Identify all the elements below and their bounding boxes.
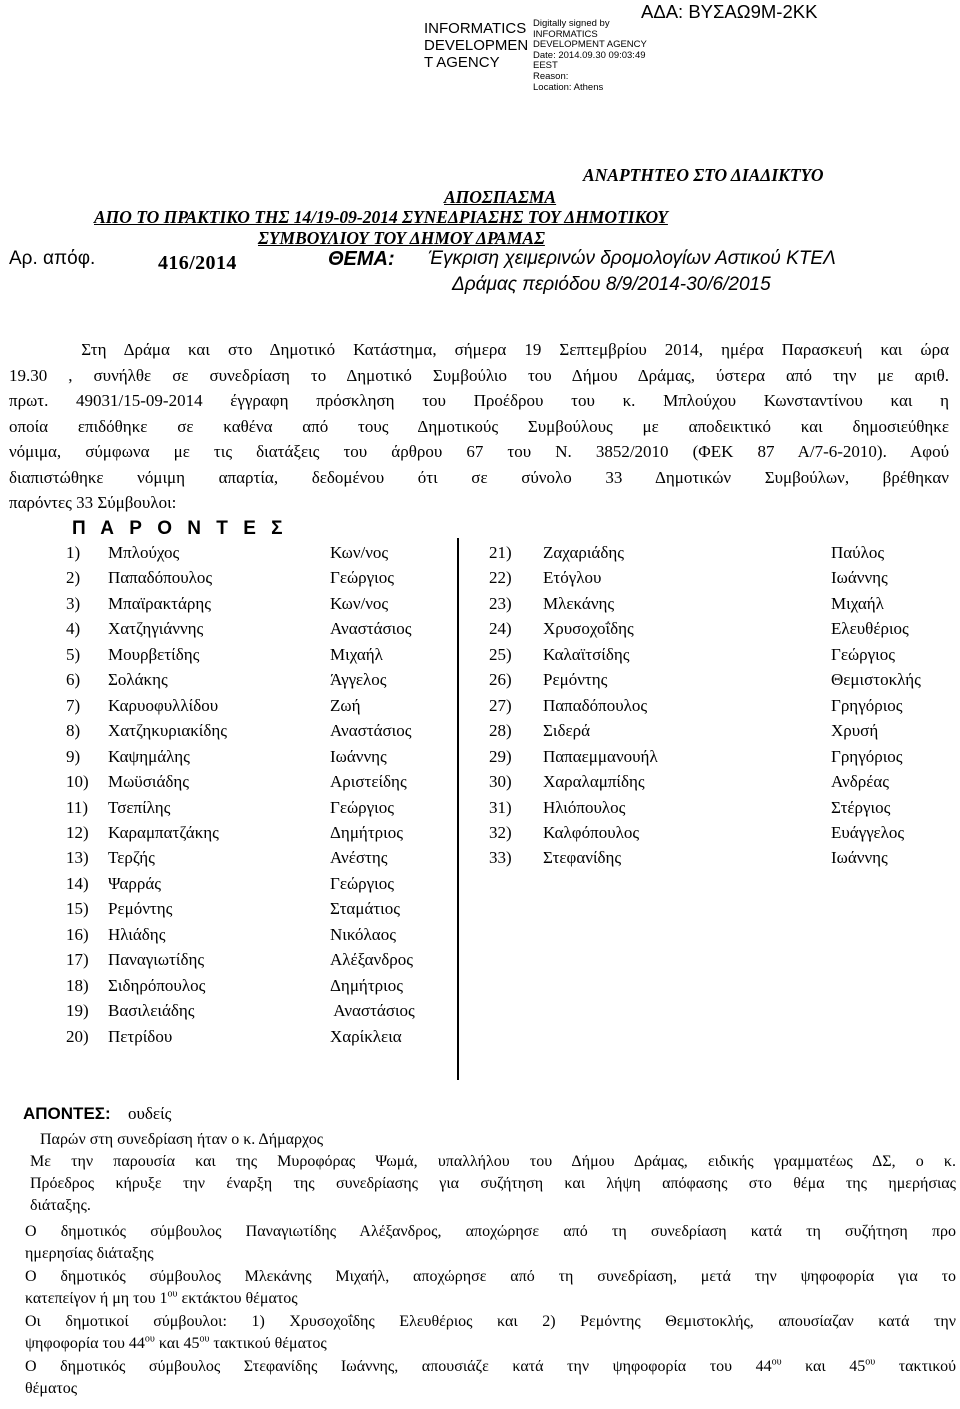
departure-note-2 bbox=[25, 1266, 956, 1310]
member-first-name: Παύλος bbox=[831, 543, 885, 562]
member-number: 8) bbox=[66, 721, 81, 741]
member-row bbox=[489, 845, 960, 870]
member-number: 22) bbox=[489, 568, 512, 588]
member-first-name: Ανδρέας bbox=[831, 772, 889, 792]
member-row bbox=[66, 998, 470, 1023]
member-row bbox=[66, 922, 470, 947]
departure-note-line: Ο δημοτικός σύμβουλος Παναγιωτίδης Αλέξανδρος, αποχώρησε από τη συνεδρίαση κατά τη συζήτηση προ bbox=[25, 1223, 956, 1240]
subject-label: ΘΕΜΑ: bbox=[328, 248, 395, 270]
member-number: 12) bbox=[66, 822, 89, 842]
member-first-name: Γεώργιος bbox=[330, 873, 394, 893]
departure-note-line: ημερησίας διάταξης bbox=[25, 1244, 154, 1262]
member-number: 29) bbox=[489, 746, 512, 766]
column-divider bbox=[457, 538, 459, 1080]
member-surname: Ετόγλου bbox=[543, 568, 602, 588]
member-number: 7) bbox=[66, 695, 81, 715]
member-number: 6) bbox=[66, 670, 81, 690]
absence-note-line: θέματος bbox=[25, 1379, 78, 1397]
member-number: 32) bbox=[489, 822, 512, 842]
member-row bbox=[66, 616, 470, 641]
signature-detail-line: Date: 2014.09.30 09:03:49 bbox=[533, 49, 646, 61]
member-first-name: Ιωάννης bbox=[831, 568, 888, 588]
member-row bbox=[66, 845, 470, 870]
member-first-name: Γρηγόριος bbox=[831, 746, 903, 766]
member-surname: Ηλιόπουλος bbox=[543, 797, 626, 817]
member-number: 4) bbox=[66, 619, 81, 639]
member-row bbox=[66, 667, 470, 692]
member-number: 31) bbox=[489, 797, 512, 817]
member-surname: Τσεπίλης bbox=[108, 797, 171, 817]
member-row bbox=[489, 795, 960, 820]
member-first-name: Δημήτριος bbox=[330, 975, 403, 995]
council-heading: ΣΥΜΒΟΥΛΙΟΥ ΤΟΥ ΔΗΜΟΥ ΔΡΑΜΑΣ bbox=[258, 228, 545, 248]
member-first-name: Ιωάννης bbox=[330, 746, 387, 766]
member-row bbox=[489, 693, 960, 718]
intro-line: παρόντες 33 Σύμβουλοι: bbox=[9, 493, 177, 512]
member-surname: Ηλιάδης bbox=[108, 924, 166, 944]
signature-detail-line: Location: Athens bbox=[533, 81, 604, 93]
member-surname: Χρυσοχοΐδης bbox=[543, 619, 634, 639]
member-row bbox=[66, 795, 470, 820]
member-row bbox=[489, 565, 960, 590]
intro-line: διαπιστώθηκε νόμιμη απαρτία, δεδομένου ότι σε σύνολο 33 Δημοτικών Συμβούλων, βρέθηκαν bbox=[9, 467, 949, 487]
member-first-name: Ζωή bbox=[330, 695, 361, 715]
member-row bbox=[66, 896, 470, 921]
member-first-name: Γεώργιος bbox=[330, 797, 394, 817]
intro-line: νόμιμα, σύμφωνα με τις διατάξεις του άρθρου 67 του Ν. 3852/2010 (ΦΕΚ 87 Α/7-6-2010). Αφού bbox=[9, 442, 949, 461]
member-surname: Χαραλαμπίδης bbox=[543, 772, 645, 792]
member-first-name: Θεμιστοκλής bbox=[831, 670, 921, 690]
member-surname: Τερζής bbox=[108, 848, 155, 868]
subject-text-continued: Δράμας περιόδου 8/9/2014-30/6/2015 bbox=[452, 274, 771, 295]
member-row bbox=[489, 540, 960, 565]
member-number: 15) bbox=[66, 899, 89, 919]
signature-org-line: INFORMATICS bbox=[424, 20, 527, 37]
member-row bbox=[66, 871, 470, 896]
member-row bbox=[66, 591, 470, 616]
member-first-name: Ιωάννης bbox=[831, 848, 888, 868]
member-number: 17) bbox=[66, 950, 89, 970]
member-first-name: Χρυσή bbox=[831, 721, 879, 741]
member-first-name: Αναστάσιος bbox=[330, 619, 412, 639]
member-surname: Παναγιωτίδης bbox=[108, 950, 205, 970]
member-surname: Σιδερά bbox=[543, 721, 591, 741]
member-number: 26) bbox=[489, 670, 512, 690]
member-number: 14) bbox=[66, 873, 89, 893]
member-surname: Ψαρράς bbox=[108, 873, 161, 893]
member-surname: Παπαδόπουλος bbox=[108, 568, 213, 588]
member-number: 18) bbox=[66, 975, 89, 995]
secretary-note-line: Με την παρουσία και της Μυροφόρας Ψωμά, υπαλλήλου του Δήμου Δράμας, ειδικής γραμματέως ΔΣ, ο κ. bbox=[30, 1153, 956, 1170]
signature-detail-line: EEST bbox=[533, 60, 558, 72]
subject-text: Έγκριση χειμερινών δρομολογίων Αστικού ΚΤΕΛ bbox=[428, 248, 836, 269]
member-first-name: Δημήτριος bbox=[330, 822, 403, 842]
mayor-note: Παρών στη συνεδρίαση ήταν ο κ. Δήμαρχος bbox=[40, 1131, 324, 1148]
member-surname: Ζαχαριάδης bbox=[543, 543, 624, 562]
secretary-note bbox=[30, 1151, 956, 1216]
present-title: Π Α Ρ Ο Ν Τ Ε Σ bbox=[72, 518, 288, 539]
intro-paragraph bbox=[9, 337, 949, 516]
member-number: 33) bbox=[489, 848, 512, 868]
decision-label: Αρ. απόφ. bbox=[9, 248, 96, 269]
signature-organization bbox=[424, 20, 534, 71]
member-row bbox=[66, 973, 470, 998]
member-first-name: Ανέστης bbox=[330, 848, 388, 868]
member-surname: Καραμπατζάκης bbox=[108, 822, 219, 842]
member-row bbox=[489, 718, 960, 743]
member-row bbox=[66, 718, 470, 743]
member-surname: Χατζηκυριακίδης bbox=[108, 721, 227, 741]
signature-details bbox=[533, 19, 663, 93]
member-surname: Παπαδόπουλος bbox=[543, 695, 648, 715]
member-row bbox=[489, 820, 960, 845]
member-surname: Μλεκάνης bbox=[543, 593, 615, 613]
member-row bbox=[489, 744, 960, 769]
member-number: 28) bbox=[489, 721, 512, 741]
absent-label: ΑΠΟΝΤΕΣ: bbox=[23, 1104, 111, 1123]
member-first-name: Μιχαήλ bbox=[831, 593, 884, 613]
intro-line: οποία επιδόθηκε σε καθένα από τους Δημοτικούς Συμβούλους με αποδεικτικό και δημοσιεύθηκε bbox=[9, 416, 949, 436]
member-surname: Καρυοφυλλίδου bbox=[108, 695, 219, 715]
secretary-note-line: Πρόεδρος κήρυξε την έναρξη της συνεδρίασης για συζήτηση και λήψη απόφασης στο θέμα της ημερήσιας bbox=[30, 1174, 956, 1192]
absence-note-line: Ο δημοτικός σύμβουλος Στεφανίδης Ιωάννης, απουσιάζε κατά την ψηφοφορία του $44^{o\upsilon}$ και $45^{o\upsilon}$ τακτικού bbox=[25, 1356, 956, 1375]
member-number: 10) bbox=[66, 772, 89, 792]
member-surname: Καψημάλης bbox=[108, 746, 190, 766]
member-first-name: Μιχαήλ bbox=[330, 644, 383, 664]
member-first-name: Γεώργιος bbox=[831, 644, 895, 664]
member-row bbox=[489, 616, 960, 641]
member-first-name: Γρηγόριος bbox=[831, 695, 903, 715]
member-surname: Μπαϊρακτάρης bbox=[108, 593, 211, 613]
member-first-name: Άγγελος bbox=[330, 670, 387, 690]
member-surname: Στεφανίδης bbox=[543, 848, 622, 868]
member-surname: Μπλούχος bbox=[108, 543, 180, 562]
member-row bbox=[66, 947, 470, 972]
absence-note-4 bbox=[25, 1356, 956, 1400]
signature-org-line: DEVELOPMEN bbox=[424, 37, 529, 54]
intro-line: πρωτ. 49031/15-09-2014 έγγραφη πρόσκληση του Προέδρου του κ. Μπλούχου Κωνσταντίνου και η bbox=[9, 391, 949, 410]
member-number: 9) bbox=[66, 746, 81, 766]
member-surname: Χατζηγιάννης bbox=[108, 619, 204, 639]
member-row bbox=[489, 769, 960, 794]
member-number: 19) bbox=[66, 1001, 89, 1021]
member-row bbox=[489, 642, 960, 667]
member-row bbox=[66, 642, 470, 667]
member-number: 3) bbox=[66, 593, 81, 613]
member-number: 2) bbox=[66, 568, 81, 588]
member-first-name: Αριστείδης bbox=[330, 772, 407, 792]
member-row bbox=[66, 565, 470, 590]
member-row bbox=[66, 540, 470, 565]
member-surname: Ρεμόντης bbox=[543, 670, 608, 690]
signature-detail-line: Digitally signed by bbox=[533, 18, 610, 29]
member-surname: Παπαεμμανουήλ bbox=[543, 746, 658, 766]
member-row bbox=[66, 744, 470, 769]
departure-note-1 bbox=[25, 1221, 956, 1265]
member-first-name: Αλέξανδρος bbox=[330, 950, 413, 970]
absence-note-line: ψηφοφορία του $44^{o\upsilon}$ και $45^{o\upsilon}$ τακτικού θέματος bbox=[25, 1333, 327, 1352]
member-first-name: Κων/νος bbox=[330, 593, 389, 613]
member-surname: Καλαϊτσίδης bbox=[543, 644, 630, 664]
member-row bbox=[489, 667, 960, 692]
member-number: 21) bbox=[489, 543, 512, 562]
public-posting-heading: ΑΝΑΡΤΗΤΕΟ ΣΤΟ ΔΙΑΔΙΚΤΥΟ bbox=[583, 165, 824, 185]
member-row bbox=[66, 693, 470, 718]
member-first-name: Ελευθέριος bbox=[831, 619, 909, 639]
member-number: 27) bbox=[489, 695, 512, 715]
absent-value: ουδείς bbox=[128, 1104, 172, 1123]
member-number: 24) bbox=[489, 619, 512, 639]
signature-org-line: T AGENCY bbox=[424, 54, 500, 71]
member-number: 23) bbox=[489, 593, 512, 613]
absence-note-3 bbox=[25, 1311, 956, 1355]
member-first-name: Νικόλαος bbox=[330, 924, 396, 944]
member-row bbox=[66, 820, 470, 845]
member-first-name: Χαρίκλεια bbox=[330, 1026, 402, 1046]
member-number: 25) bbox=[489, 644, 512, 664]
member-surname: Σολάκης bbox=[108, 670, 168, 690]
member-first-name: Ευάγγελος bbox=[831, 822, 905, 842]
member-surname: Καλφόπουλος bbox=[543, 822, 640, 842]
signature-detail-line: DEVELOPMENT AGENCY bbox=[533, 39, 647, 51]
minutes-heading: ΑΠΟ ΤΟ ΠΡΑΚΤΙΚΟ ΤΗΣ 14/19-09-2014 ΣΥΝΕΔΡΙΑΣΗΣ ΤΟΥ ΔΗΜΟΤΙΚΟΥ bbox=[94, 207, 668, 227]
member-number: 30) bbox=[489, 772, 512, 792]
excerpt-heading: ΑΠΟΣΠΑΣΜΑ bbox=[444, 187, 557, 207]
member-surname: Ρεμόντης bbox=[108, 899, 173, 919]
member-row bbox=[66, 769, 470, 794]
secretary-note-line: διάταξης. bbox=[30, 1196, 91, 1214]
member-surname: Μουρβετίδης bbox=[108, 644, 200, 664]
signature-detail-line: Reason: bbox=[533, 70, 569, 82]
member-row bbox=[66, 1024, 470, 1049]
member-first-name: Αναστάσιος bbox=[330, 1001, 415, 1021]
member-surname: Βασιλειάδης bbox=[108, 1001, 195, 1021]
member-surname: Μωϋσιάδης bbox=[108, 772, 189, 792]
member-number: 20) bbox=[66, 1026, 89, 1046]
member-first-name: Στέργιος bbox=[831, 797, 891, 817]
member-number: 5) bbox=[66, 644, 81, 664]
member-number: 13) bbox=[66, 848, 89, 868]
decision-number: 416/2014 bbox=[158, 252, 237, 274]
member-row bbox=[489, 591, 960, 616]
member-number: 1) bbox=[66, 543, 81, 562]
member-first-name: Σταμάτιος bbox=[330, 899, 400, 919]
member-first-name: Κων/νος bbox=[330, 543, 389, 562]
member-number: 11) bbox=[66, 797, 89, 817]
departure-note-line: Ο δημοτικός σύμβουλος Μλεκάνης Μιχαήλ, αποχώρησε από τη συνεδρίαση, μετά την ψηφοφορία για το bbox=[25, 1268, 956, 1285]
intro-line: 19.30 , συνήλθε σε συνεδρίαση το Δημοτικό Συμβούλιο του Δήμου Δράμας, ύστερα από την με αριθ. bbox=[9, 365, 949, 385]
absence-note-line: Οι δημοτικοί σύμβουλοι: 1) Χρυσοχοΐδης Ελευθέριος και 2) Ρεμόντης Θεμιστοκλής, απουσίαζαν κατά την bbox=[25, 1313, 956, 1330]
signature-detail-line: INFORMATICS bbox=[533, 28, 598, 40]
departure-note-line: κατεπείγον ή μη του $1^{o\upsilon}$ εκτάκτου θέματος bbox=[25, 1288, 298, 1307]
member-first-name: Αναστάσιος bbox=[330, 721, 412, 741]
ada-code: ΑΔΑ: ΒΥΣΑΩ9Μ-2ΚΚ bbox=[641, 1, 818, 22]
member-first-name: Γεώργιος bbox=[330, 568, 394, 588]
member-surname: Πετρίδου bbox=[108, 1026, 173, 1046]
intro-line: Στη Δράμα και στο Δημοτικό Κατάστημα, σήμερα 19 Σεπτεμβρίου 2014, ημέρα Παρασκευή και ώρα bbox=[9, 340, 949, 359]
member-surname: Σιδηρόπουλος bbox=[108, 975, 206, 995]
member-number: 16) bbox=[66, 924, 89, 944]
